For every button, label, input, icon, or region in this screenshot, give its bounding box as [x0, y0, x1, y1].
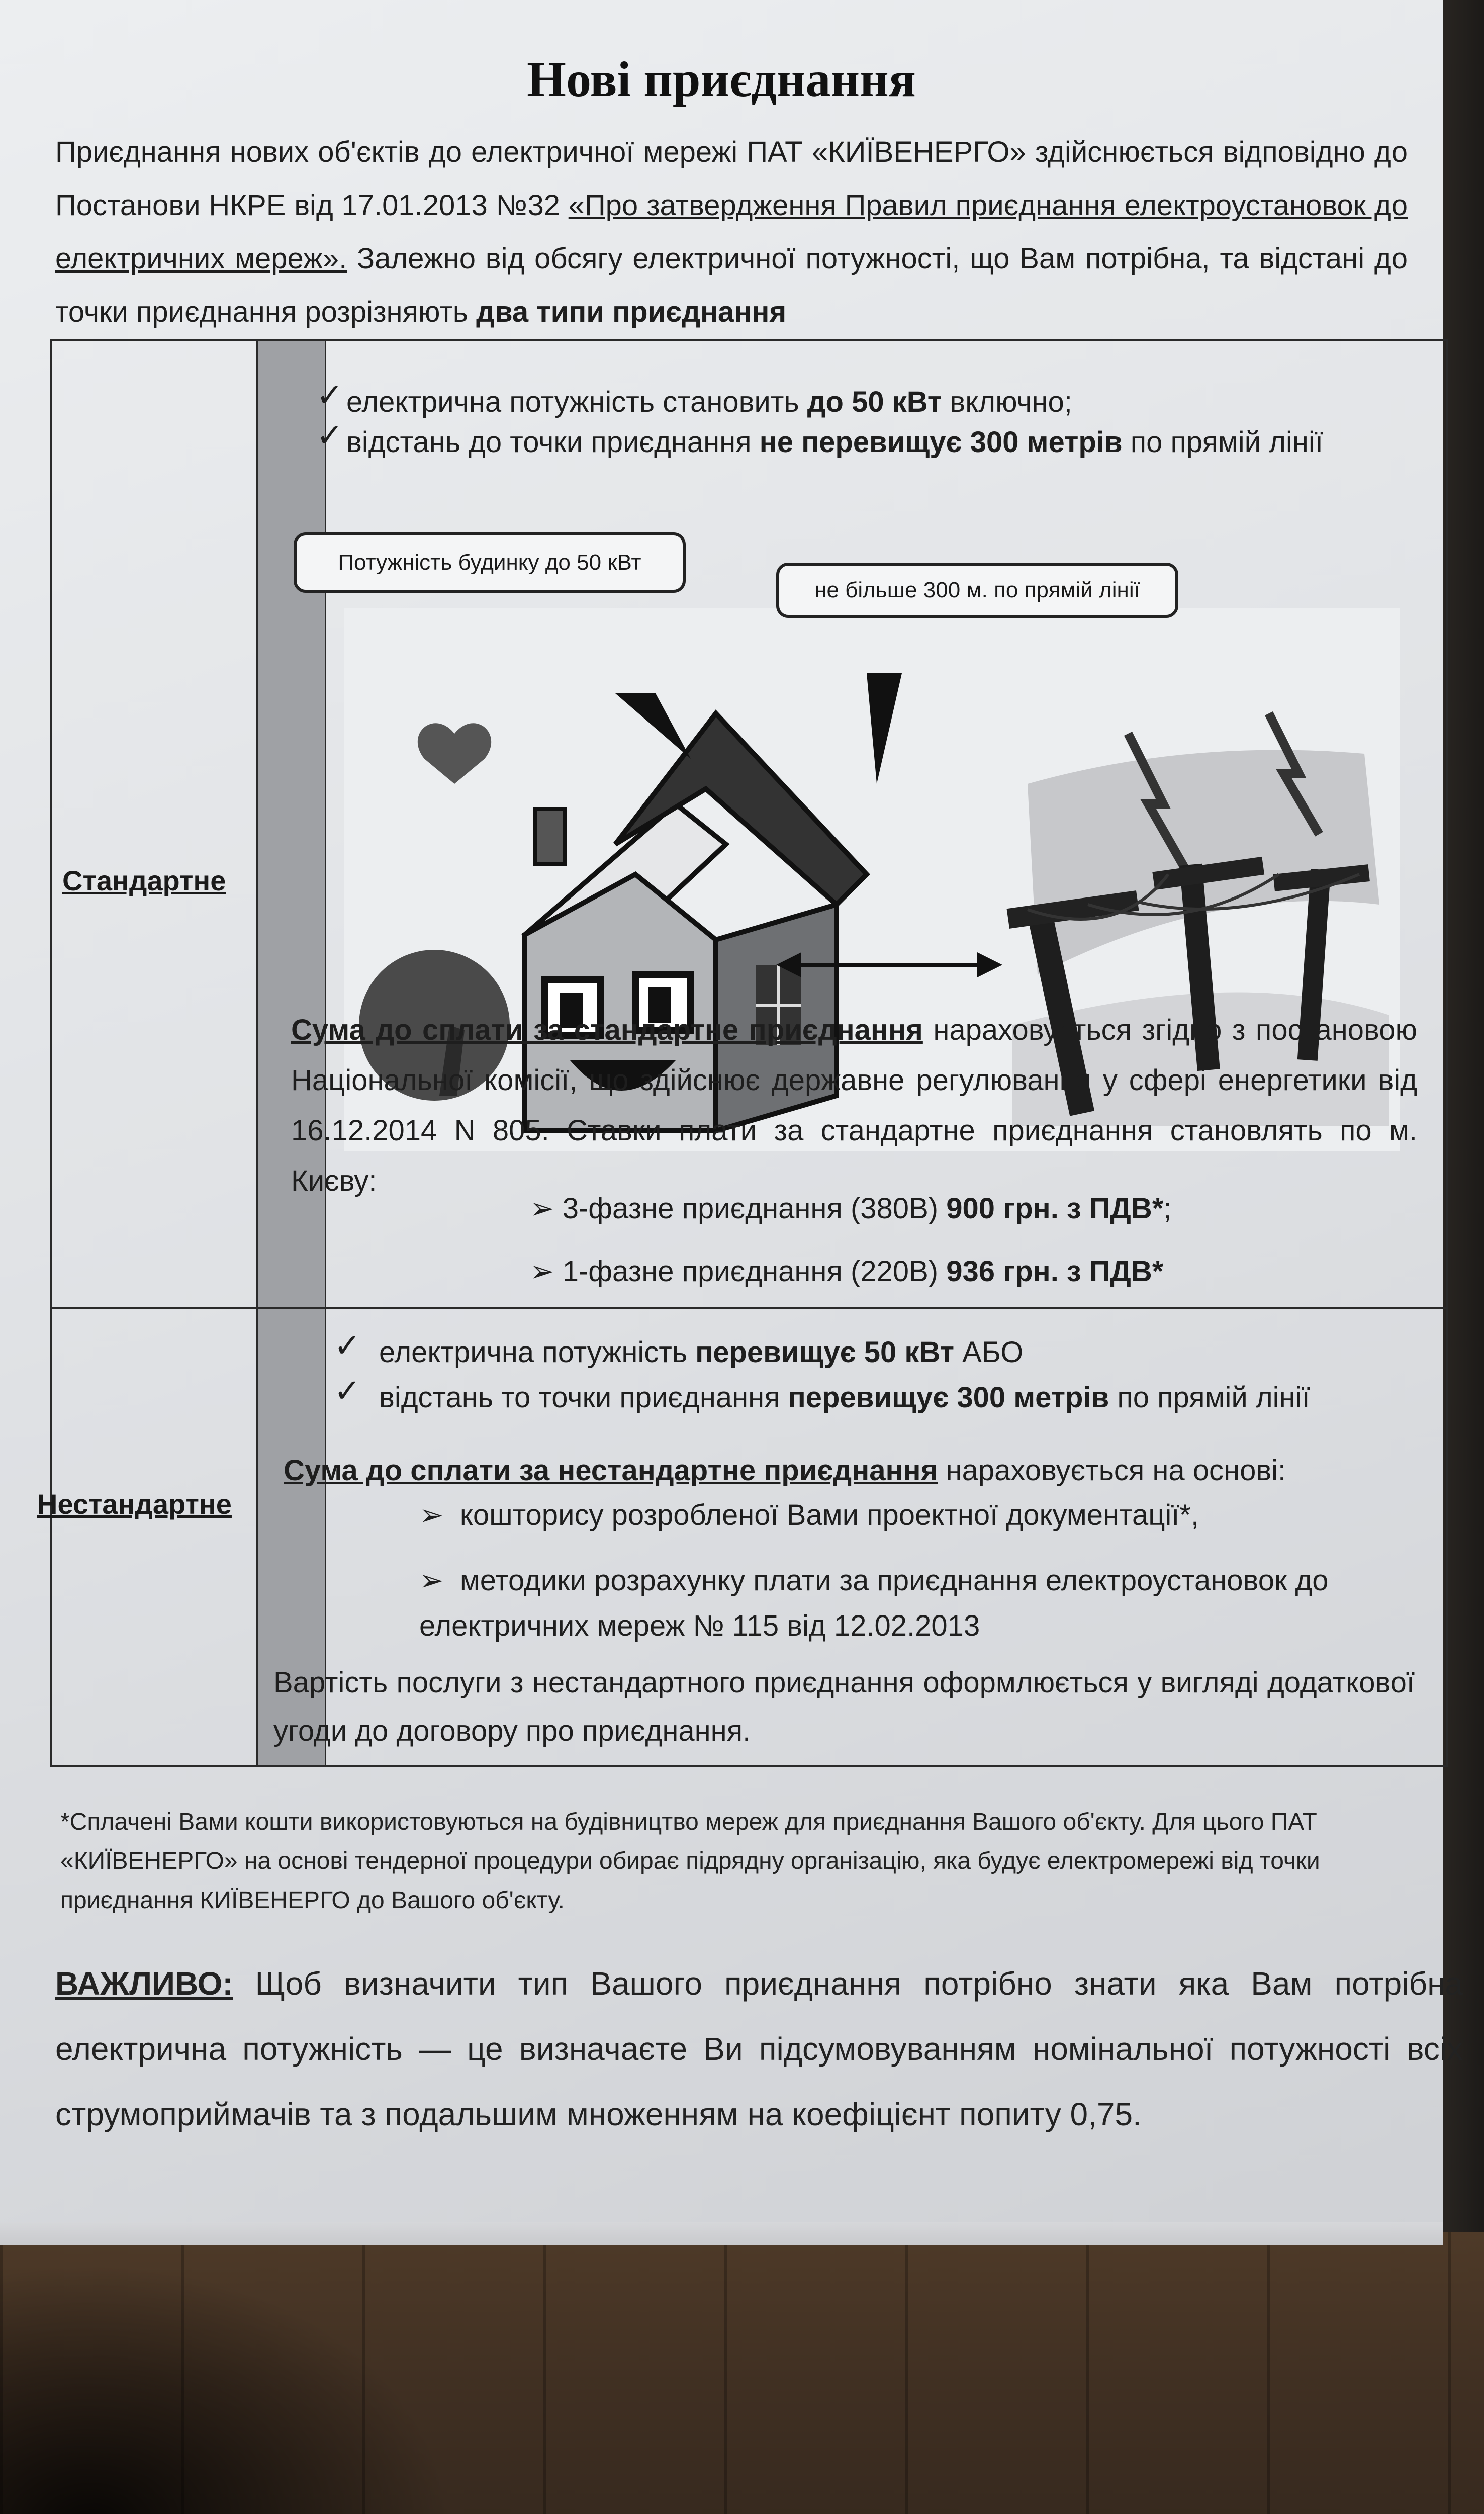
nonstandard-basis-methodology	[419, 1558, 1400, 1649]
connection-types-table	[37, 339, 1448, 1767]
text: включно;	[942, 386, 1072, 418]
important-label: ВАЖЛИВО:	[55, 1965, 233, 2002]
text-bold: перевищує 50 кВт	[695, 1336, 954, 1369]
arrow-bullet-icon: ➢	[419, 1564, 460, 1597]
row-label-standard: Стандартне	[62, 865, 226, 896]
nonstandard-condition-distance	[379, 1375, 1310, 1421]
row-divider	[52, 1307, 1446, 1309]
speech-bubble-house: Потужність будинку до 50 кВт	[294, 532, 686, 593]
page-title: Нові приєднання	[527, 51, 916, 107]
standard-condition-distance	[346, 419, 1323, 466]
nonstandard-fee-text: нараховується на основі:	[938, 1454, 1286, 1487]
check-icon: ✓	[316, 377, 343, 413]
text: відстань до точки приєднання	[346, 426, 760, 459]
text: методики розрахунку плати за приєднання електроустановок до електричних мереж № 115 від 12.02.2013	[419, 1564, 1329, 1642]
nonstandard-basis-estimate	[419, 1498, 1374, 1532]
important-note	[55, 1951, 1463, 2147]
arrow-bullet-icon: ➢	[419, 1499, 460, 1532]
check-icon: ✓	[334, 1327, 361, 1364]
nonstandard-condition-power	[379, 1329, 1023, 1376]
text-bold: 900 грн. з ПДВ*	[946, 1192, 1164, 1225]
check-icon: ✓	[316, 417, 343, 454]
text-bold: до 50 кВт	[807, 386, 942, 418]
standard-rate-3phase	[530, 1191, 1171, 1225]
intro-regulation-link: «Про затвердження Правил приєднання електроустановок до електричних мереж».	[55, 189, 1408, 275]
standard-fee-heading: Сума до сплати за стандартне приєднання	[291, 1014, 923, 1046]
text: електрична потужність становить	[346, 386, 807, 418]
text: ;	[1163, 1192, 1172, 1225]
footnote: *Сплачені Вами кошти використовуються на будівництво мереж для приєднання Вашого об'єкту. Для цього ПАТ «КИЇВЕНЕРГО» на основі тендерної процедури обирає підрядну організацію, яка будує електромережі від точки приєднання КИЇВЕНЕРГО до Вашого об'єкту.	[60, 1809, 1320, 1914]
standard-fee-text: нараховується згідно з постановою Національної комісії, що здійснює державне регулювання у сфері енергетики від 16.12.2014 N 805. Ставки плати за стандартне приєднання становлять по м. Києву:	[291, 1014, 1417, 1197]
text: 1-фазне приєднання (220В)	[562, 1255, 947, 1288]
text-bold: 936 грн. з ПДВ*	[946, 1255, 1164, 1288]
intro-paragraph	[55, 126, 1408, 339]
floor-shadow	[0, 2263, 452, 2514]
text: кошторису розробленої Вами проектної документації*,	[459, 1499, 1199, 1532]
text: АБО	[954, 1336, 1024, 1369]
arrow-bullet-icon: ➢	[530, 1255, 563, 1288]
arrow-bullet-icon: ➢	[530, 1192, 563, 1225]
standard-condition-power	[346, 379, 1072, 426]
paper-bottom-edge	[0, 2222, 1443, 2245]
text: по прямій лінії	[1109, 1381, 1310, 1414]
intro-bold: два типи приєднання	[476, 296, 787, 328]
text: електрична потужність	[379, 1336, 696, 1369]
important-text: Щоб визначити тип Вашого приєднання потрібно знати яка Вам потрібна електрична потужність — це визначаєте Ви підсумовуванням номінальної потужності всіх струмоприймачів та з подальшим множенням на коефіцієнт попиту 0,75.	[55, 1965, 1463, 2132]
check-icon: ✓	[334, 1373, 361, 1409]
text-bold: перевищує 300 метрів	[788, 1381, 1109, 1414]
standard-rate-1phase	[530, 1254, 1163, 1288]
text-bold: не перевищує 300 метрів	[759, 426, 1123, 459]
text: по прямій лінії	[1122, 426, 1323, 459]
row-label-nonstandard: Нестандартне	[37, 1488, 232, 1520]
standard-fee-paragraph	[291, 1005, 1417, 1206]
speech-bubble-distance: не більше 300 м. по прямій лінії	[776, 563, 1178, 618]
text: відстань то точки приєднання	[379, 1381, 788, 1414]
text: 3-фазне приєднання (380В)	[562, 1192, 947, 1225]
nonstandard-fee-line	[284, 1448, 1286, 1494]
intro-text-2: Залежно від обсягу електричної потужності, що Вам потрібна, та відстані до точки приєднання розрізняють	[55, 242, 1408, 328]
nonstandard-fee-heading: Сума до сплати за нестандартне приєднання	[284, 1454, 938, 1487]
label-column	[52, 341, 258, 1765]
nonstandard-cost-note: Вартість послуги з нестандартного приєднання оформлюється у вигляді додаткової угоди до договору про приєднання.	[273, 1666, 1415, 1747]
intro-text-1: Приєднання нових об'єктів до електричної мережі ПАТ «КИЇВЕНЕРГО» здійснюється відповідно до Постанови НКРЕ від 17.01.2013 №32	[55, 136, 1408, 222]
